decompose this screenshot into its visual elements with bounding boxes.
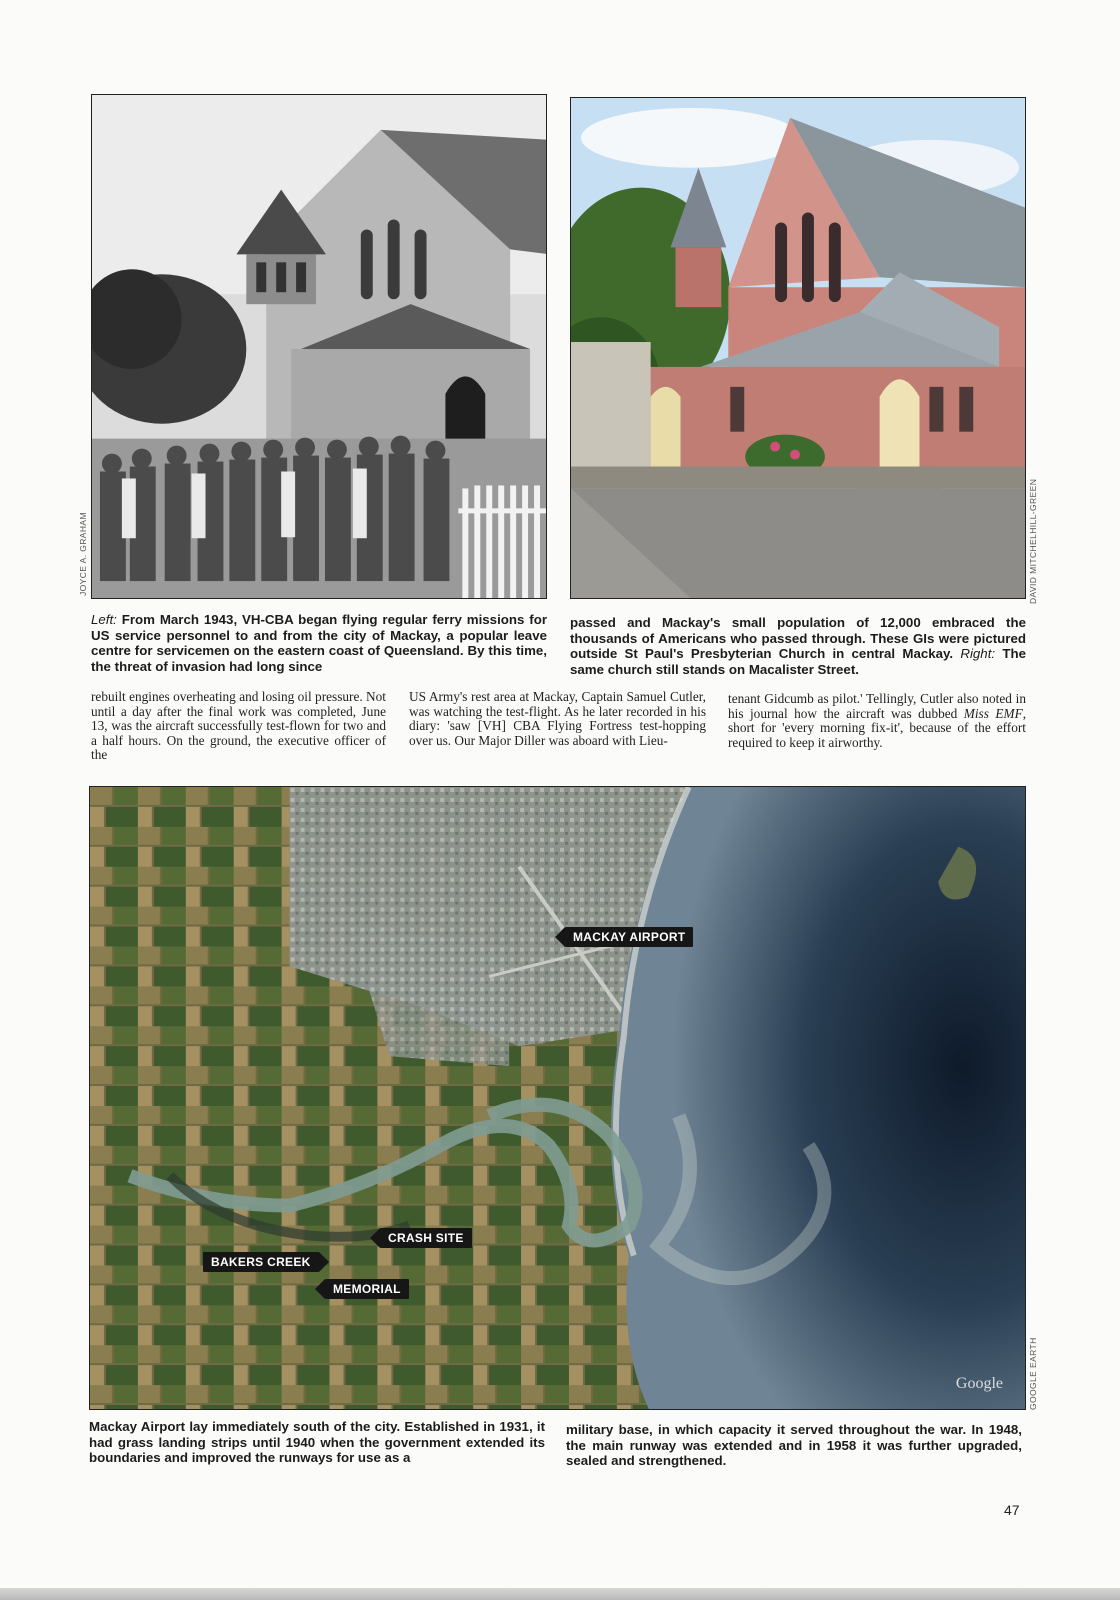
right-photo-credit: DAVID MITCHELHILL-GREEN	[1028, 478, 1038, 604]
body-column-1: rebuilt engines overheating and losing oil pressure. Not until a day after the final work was completed, June 13, was the aircraft successfully test-flown for two and a half hours. On the ground, the executive officer of the	[91, 689, 386, 763]
caption-text-left: From March 1943, VH-CBA began flying regular ferry missions for US service personnel to and from the city of Mackay, a popular leave centre for servicemen on the eastern coast of Queensland. By this time, the threat of invasion had long since	[91, 612, 547, 674]
caption-lead-right: Right:	[960, 646, 996, 662]
page-edge	[0, 1588, 1120, 1600]
body-column-3	[728, 692, 1026, 750]
historic-church-photo	[91, 94, 547, 599]
caption-lead-left: Left:	[91, 612, 117, 627]
map-label-crash-site: CRASH SITE	[380, 1228, 472, 1248]
map-photo-credit: GOOGLE EARTH	[1028, 1337, 1038, 1410]
satellite-map-photo	[89, 786, 1026, 1410]
caption-text-right-b: The same church still stands on Macalister Street.	[570, 646, 1026, 677]
map-label-bakers-creek: BAKERS CREEK	[203, 1252, 319, 1272]
top-caption-right	[570, 615, 1026, 677]
bottom-caption-left: Mackay Airport lay immediately south of the city. Established in 1931, it had grass landing strips until 1940 when the government extended its boundaries and improved the runways for use as a	[89, 1419, 545, 1466]
map-label-airport: MACKAY AIRPORT	[565, 927, 693, 947]
body-column-3-b: , short for 'every morning fix-it', because of the effort required to keep it airworthy.	[728, 705, 1027, 750]
caption-text-right-a: passed and Mackay's small population of 12,000 embraced the thousands of Americans who passed through. These GIs were pictured outside St Paul's Presbyterian Church in central Mackay.	[570, 615, 1026, 662]
modern-church-photo	[570, 97, 1026, 599]
map-label-memorial: MEMORIAL	[325, 1279, 409, 1299]
left-photo-credit: JOYCE A. GRAHAM	[78, 512, 88, 596]
body-column-3-a: tenant Gidcumb as pilot.' Tellingly, Cutler also noted in his journal how the aircraft was dubbed	[728, 691, 1026, 721]
body-column-3-em: Miss EMF	[963, 705, 1023, 721]
google-watermark: Google	[955, 1375, 1003, 1392]
bottom-caption-right: military base, in which capacity it served throughout the war. In 1948, the main runway was extended and in 1958 it was further upgraded, sealed and strengthened.	[566, 1422, 1022, 1469]
page-number: 47	[1004, 1502, 1020, 1518]
body-column-2: US Army's rest area at Mackay, Captain Samuel Cutler, was watching the test-flight. As he later recorded in his diary: 'saw [VH] CBA Flying Fortress test-hopping over us. Our Major Diller was aboard with Lieu-	[409, 689, 706, 748]
top-caption-left	[91, 612, 547, 674]
